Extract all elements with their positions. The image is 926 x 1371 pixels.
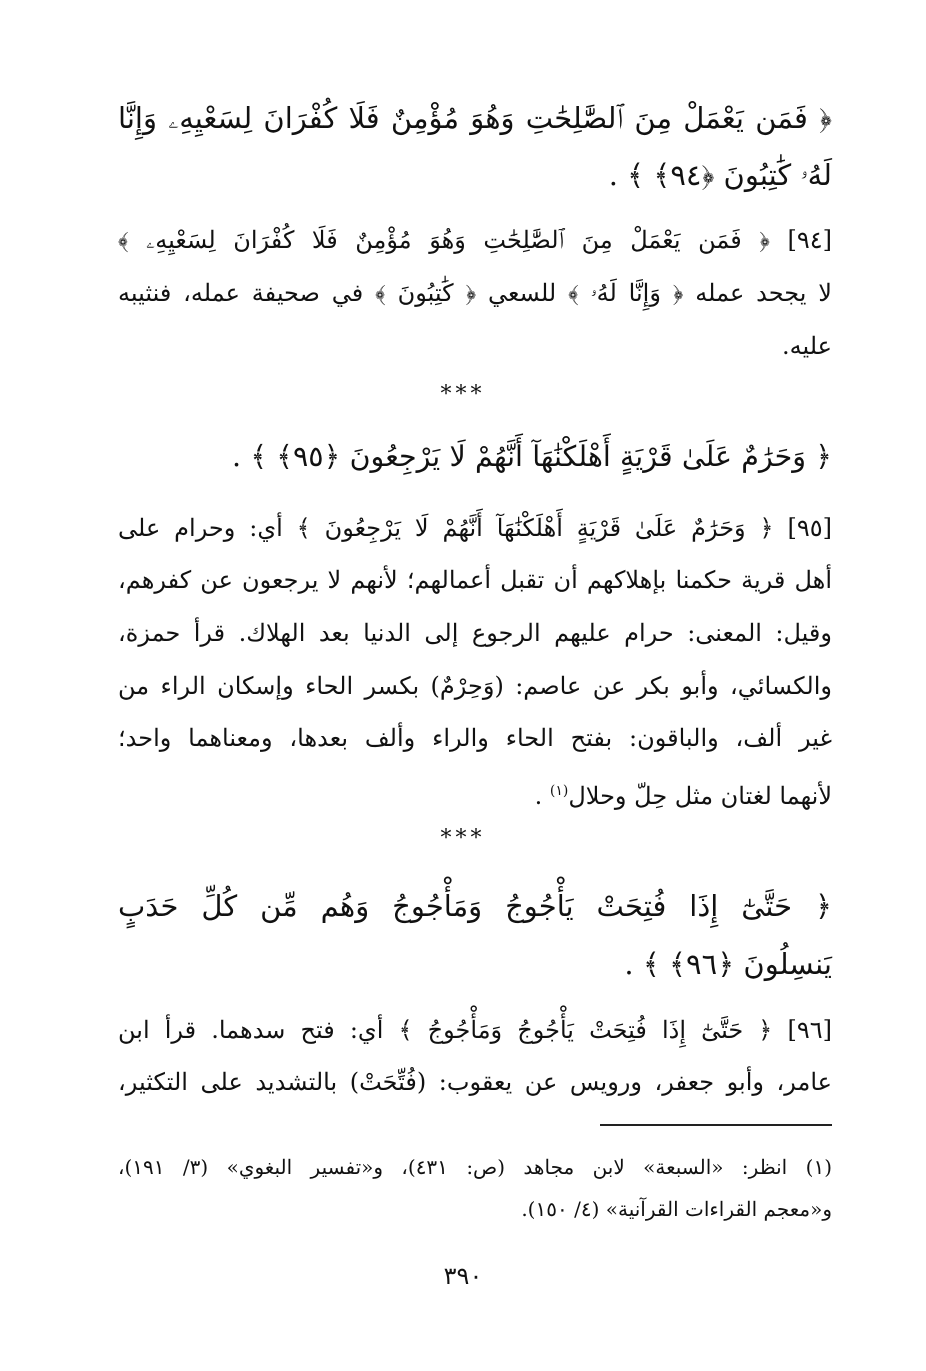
commentary-95-line-2: أهل قرية حكمنا بإهلاكهم أن تقبل أعمالهم؛ لأنهم لا يرجعون عن كفرهم، xyxy=(118,566,832,594)
commentary-94-line-1: [٩٤] ﴿ فَمَن يَعْمَلْ مِنَ ٱلصَّٰلِحَٰتِ وَهُوَ مُؤْمِنٌ فَلَا كُفْرَانَ لِسَعْيِهِۦ ﴾ xyxy=(118,226,832,254)
footnote-rule xyxy=(600,1124,832,1126)
verse-95-line-1: ﴿ وَحَرَٰمٌ عَلَىٰ قَرْيَةٍ أَهْلَكْنَٰهَآ أَنَّهُمْ لَا يَرْجِعُونَ ﴿٩٥﴾ ﴾ . xyxy=(232,440,833,473)
verse-96-line-2: يَنسِلُونَ ﴿٩٦﴾ ﴾ . xyxy=(624,947,832,981)
page-number: ٣٩٠ xyxy=(443,1262,483,1290)
commentary-95-line-5: غير ألف، والباقون: بفتح الحاء والراء وألف بعدها، ومعناهما واحد؛ xyxy=(118,724,832,752)
commentary-96-line-2: عامر، وأبو جعفر، ورويس عن يعقوب: (فُتِّحَتْ) بالتشديد على التكثير، xyxy=(118,1068,832,1096)
commentary-95-line-6 xyxy=(118,771,832,811)
verse-96-line-1: ﴿ حَتَّىٰٓ إِذَا فُتِحَتْ يَأْجُوجُ وَمَأْجُوجُ وَهُم مِّن كُلِّ حَدَبٍ xyxy=(118,889,832,923)
commentary-95-line-4: والكسائي، وأبو بكر عن عاصم: (وَحِرْمٌ) بكسر الحاء وإسكان الراء من xyxy=(118,672,832,700)
section-separator: *** xyxy=(440,382,486,407)
commentary-95-line-6-text: لأنهما لغتان مثل حِلّ وحلال xyxy=(568,782,832,810)
footnote-line-1: (١) انظر: «السبعة» لابن مجاهد (ص: ٤٣١)، و«تفسير البغوي» (٣/ ١٩١)، xyxy=(118,1155,832,1179)
footnote-marker: (١) xyxy=(549,783,569,799)
footnote-line-2: و«معجم القراءات القرآنية» (٤/ ١٥٠). xyxy=(521,1197,832,1221)
verse-94-line-1: ﴿ فَمَن يَعْمَلْ مِنَ ٱلصَّٰلِحَٰتِ وَهُوَ مُؤْمِنٌ فَلَا كُفْرَانَ لِسَعْيِهِۦ وَإِنَّا xyxy=(118,101,832,135)
commentary-95-line-6-end: . xyxy=(534,782,543,810)
section-separator-2: *** xyxy=(440,826,486,851)
commentary-95-line-3: وقيل: المعنى: حرام عليهم الرجوع إلى الدنيا بعد الهلاك. قرأ حمزة، xyxy=(118,619,832,647)
commentary-94-line-3: عليه. xyxy=(781,332,832,360)
commentary-94-line-2: لا يجحد عمله ﴿ وَإِنَّا لَهُۥ ﴾ للسعي ﴿ كَٰتِبُونَ ﴾ في صحيفة عمله، فنثيبه xyxy=(118,279,832,307)
commentary-95-line-1: [٩٥] ﴿ وَحَرَٰمٌ عَلَىٰ قَرْيَةٍ أَهْلَكْنَٰهَآ أَنَّهُمْ لَا يَرْجِعُونَ ﴾ أي: وحرام على xyxy=(118,514,832,542)
commentary-96-line-1: [٩٦] ﴿ حَتَّىٰٓ إِذَا فُتِحَتْ يَأْجُوجُ وَمَأْجُوجُ ﴾ أي: فتح سدهما. قرأ ابن xyxy=(118,1016,832,1044)
verse-94-line-2: لَهُۥ كَٰتِبُونَ ﴿٩٤﴾ ﴾ . xyxy=(608,158,832,192)
